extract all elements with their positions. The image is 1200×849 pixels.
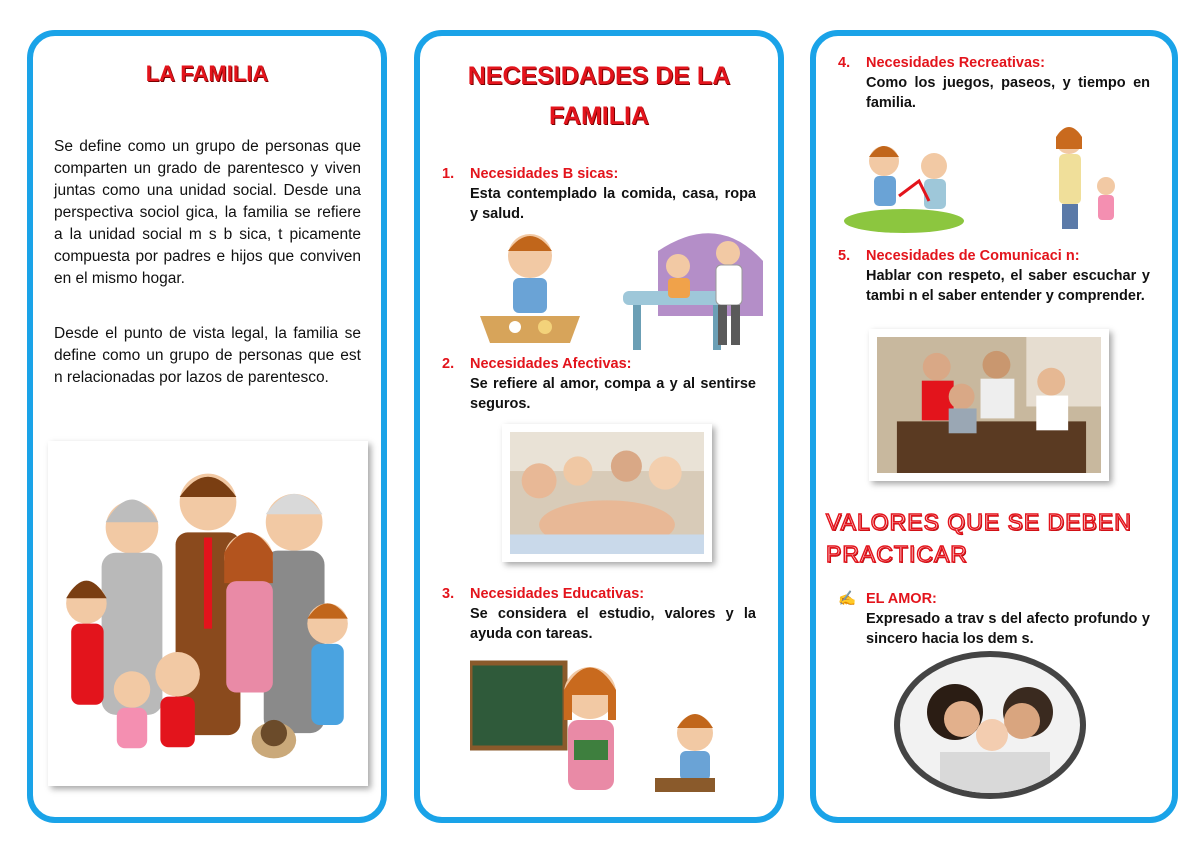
need-item-5 bbox=[838, 246, 1150, 306]
value-item-heading: EL AMOR: bbox=[866, 591, 937, 607]
value-item-description: Expresado a trav s del afecto profundo y sincero hacia los dem s. bbox=[866, 611, 1150, 647]
panel1-title: LA FAMILIA bbox=[145, 61, 269, 86]
doctor-visit-illustration bbox=[618, 221, 768, 356]
need-item-heading: Necesidades Recreativas: bbox=[866, 55, 1045, 71]
family-love-photo-art bbox=[900, 657, 1080, 793]
need-item-4 bbox=[838, 53, 1150, 113]
value-item-amor bbox=[838, 589, 1150, 649]
panel-la-familia bbox=[27, 30, 387, 823]
need-item-description: Como los juegos, paseos, y tiempo en familia. bbox=[866, 75, 1150, 111]
child-eating-illustration bbox=[475, 221, 585, 346]
need-item-number: 2. bbox=[442, 356, 455, 372]
need-item-heading: Necesidades Afectivas: bbox=[470, 356, 632, 372]
kids-playing-illustration bbox=[844, 121, 1144, 236]
panel-necesidades bbox=[414, 30, 784, 823]
family-illustration bbox=[48, 441, 368, 786]
need-item-number: 3. bbox=[442, 586, 455, 602]
family-illustration-art bbox=[56, 449, 360, 778]
teacher-student-illustration bbox=[470, 648, 720, 798]
pencil-icon: ✍ bbox=[838, 591, 857, 607]
family-hands-photo-art bbox=[510, 432, 704, 554]
need-item-description: Hablar con respeto, el saber escuchar y tambi n el saber entender y comprender. bbox=[866, 268, 1150, 304]
need-item-description: Se refiere al amor, compa a y al sentirse seguros. bbox=[470, 376, 756, 412]
need-item-heading: Necesidades B sicas: bbox=[470, 166, 619, 182]
need-item-3 bbox=[442, 584, 756, 644]
family-hands-photo bbox=[502, 424, 712, 562]
need-item-number: 5. bbox=[838, 248, 851, 264]
need-item-heading: Necesidades de Comunicaci n: bbox=[866, 248, 1080, 264]
values-title: VALORES QUE SE DEBEN PRACTICAR bbox=[826, 509, 1132, 567]
panel2-title: NECESIDADES DE LA FAMILIA bbox=[467, 62, 731, 130]
need-item-description: Esta contemplado la comida, casa, ropa y salud. bbox=[470, 186, 756, 222]
family-love-photo bbox=[894, 651, 1086, 799]
need-item-1 bbox=[442, 164, 756, 224]
panel1-paragraph-2: Desde el punto de vista legal, la familia se define como un grupo de personas que est n relacionadas por lazos de parentesco. bbox=[54, 325, 361, 386]
panel-recreativas-valores bbox=[810, 30, 1178, 823]
need-item-2 bbox=[442, 354, 756, 414]
need-item-number: 4. bbox=[838, 55, 851, 71]
need-item-number: 1. bbox=[442, 166, 455, 182]
family-conversation-photo bbox=[869, 329, 1109, 481]
need-item-heading: Necesidades Educativas: bbox=[470, 586, 645, 602]
family-conversation-photo-art bbox=[877, 337, 1101, 473]
need-item-description: Se considera el estudio, valores y la ayuda con tareas. bbox=[470, 606, 756, 642]
panel1-paragraph-1: Se define como un grupo de personas que comparten un grado de parentesco y viven juntas como una unidad social. Desde una perspectiva sociol gica, la familia se refiere a la unidad social m s b sica, t picamente compuesta por padres e hijos que conviven en el mismo hogar. bbox=[54, 138, 361, 287]
